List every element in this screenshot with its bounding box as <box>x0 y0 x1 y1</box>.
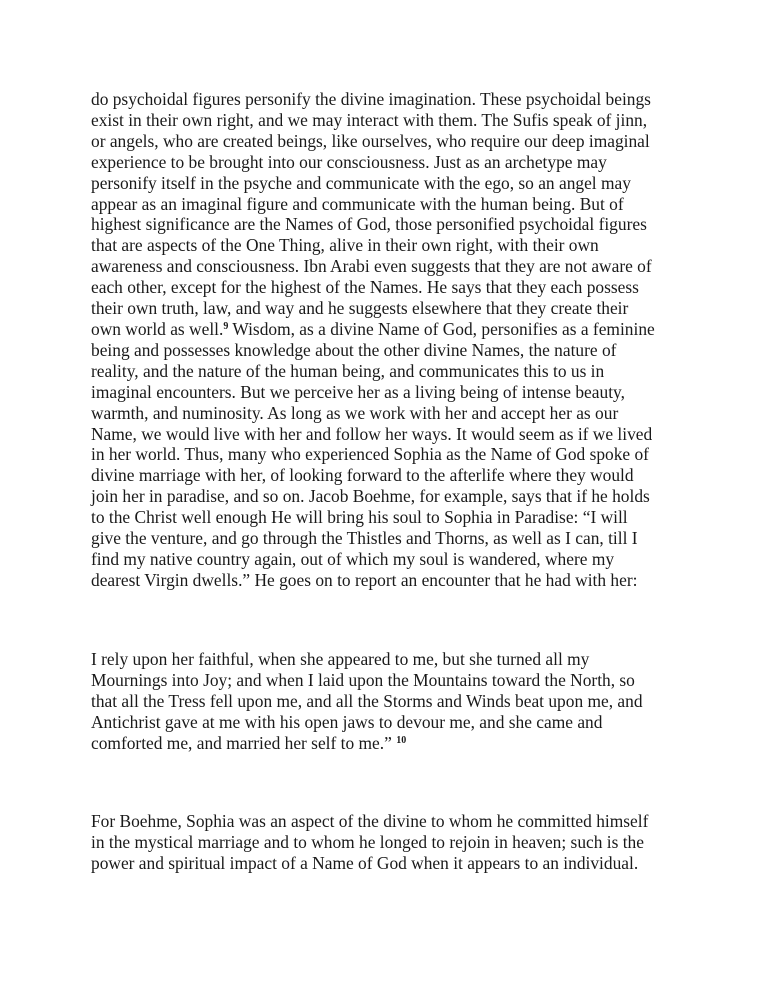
text-line: awareness and consciousness. Ibn Arabi even suggests that they are not aware of <box>91 256 652 277</box>
text-line: their own truth, law, and way and he suggests elsewhere that they create their <box>91 298 629 319</box>
text-line: dearest Virgin dwells.” He goes on to report an encounter that he had with her: <box>91 569 638 590</box>
text-line: power and spiritual impact of a Name of God when it appears to an individual. <box>91 852 639 873</box>
body-paragraph <box>91 89 655 591</box>
text-line: reality, and the nature of the human being, and communicates this to us in <box>91 360 605 381</box>
text-line: personify itself in the psyche and communicate with the ego, so an angel may <box>91 172 631 193</box>
text-line: that are aspects of the One Thing, alive in their own right, with their own <box>91 235 599 256</box>
text-line: warmth, and numinosity. As long as we work with her and accept her as our <box>91 402 619 423</box>
quote-line-with-footnote <box>91 733 643 754</box>
quote-line: that all the Tress fell upon me, and all the Storms and Winds beat upon me, and <box>91 690 643 711</box>
text-line: join her in paradise, and so on. Jacob Boehme, for example, says that if he holds <box>91 486 650 507</box>
text-segment: comforted me, and married her self to me.” <box>91 732 397 753</box>
text-segment: own world as well. <box>91 318 224 339</box>
text-line: divine marriage with her, of looking forward to the afterlife where they would <box>91 465 634 486</box>
quote-line: I rely upon her faithful, when she appeared to me, but she turned all my <box>91 649 590 669</box>
footnote-marker: 9 <box>223 320 229 332</box>
text-line: imaginal encounters. But we perceive her as a living being of intense beauty, <box>91 381 625 402</box>
text-line: For Boehme, Sophia was an aspect of the divine to whom he committed himself <box>91 811 649 831</box>
block-quote <box>91 649 643 754</box>
text-line: in her world. Thus, many who experienced Sophia as the Name of God spoke of <box>91 444 649 465</box>
text-line: in the mystical marriage and to whom he longed to rejoin in heaven; such is the <box>91 831 644 852</box>
text-line: exist in their own right, and we may interact with them. The Sufis speak of jinn, <box>91 109 648 130</box>
text-line: give the venture, and go through the Thistles and Thorns, as well as I can, till I <box>91 528 638 549</box>
text-line: experience to be brought into our consciousness. Just as an archetype may <box>91 151 607 172</box>
text-segment: Wisdom, as a divine Name of God, personifies as a feminine <box>228 318 655 339</box>
body-paragraph <box>91 811 648 874</box>
text-line: find my native country again, out of which my soul is wandered, where my <box>91 548 615 569</box>
text-line: Name, we would live with her and follow her ways. It would seem as if we lived <box>91 423 653 444</box>
text-line: highest significance are the Names of God, those personified psychoidal figures <box>91 214 647 235</box>
text-line: appear as an imaginal figure and communicate with the human being. But of <box>91 193 624 214</box>
footnote-marker: 10 <box>396 734 407 746</box>
text-line: or angels, who are created beings, like ourselves, who require our deep imaginal <box>91 130 650 151</box>
text-line-with-footnote <box>91 319 655 340</box>
quote-line: Mournings into Joy; and when I laid upon the Mountains toward the North, so <box>91 669 635 690</box>
text-line: being and possesses knowledge about the other divine Names, the nature of <box>91 339 617 360</box>
text-line: do psychoidal figures personify the divine imagination. These psychoidal beings <box>91 89 651 109</box>
quote-line: Antichrist gave at me with his open jaws to devour me, and she came and <box>91 711 603 732</box>
text-line: each other, except for the highest of the Names. He says that they each possess <box>91 277 639 298</box>
text-line: to the Christ well enough He will bring his soul to Sophia in Paradise: “I will <box>91 507 628 528</box>
